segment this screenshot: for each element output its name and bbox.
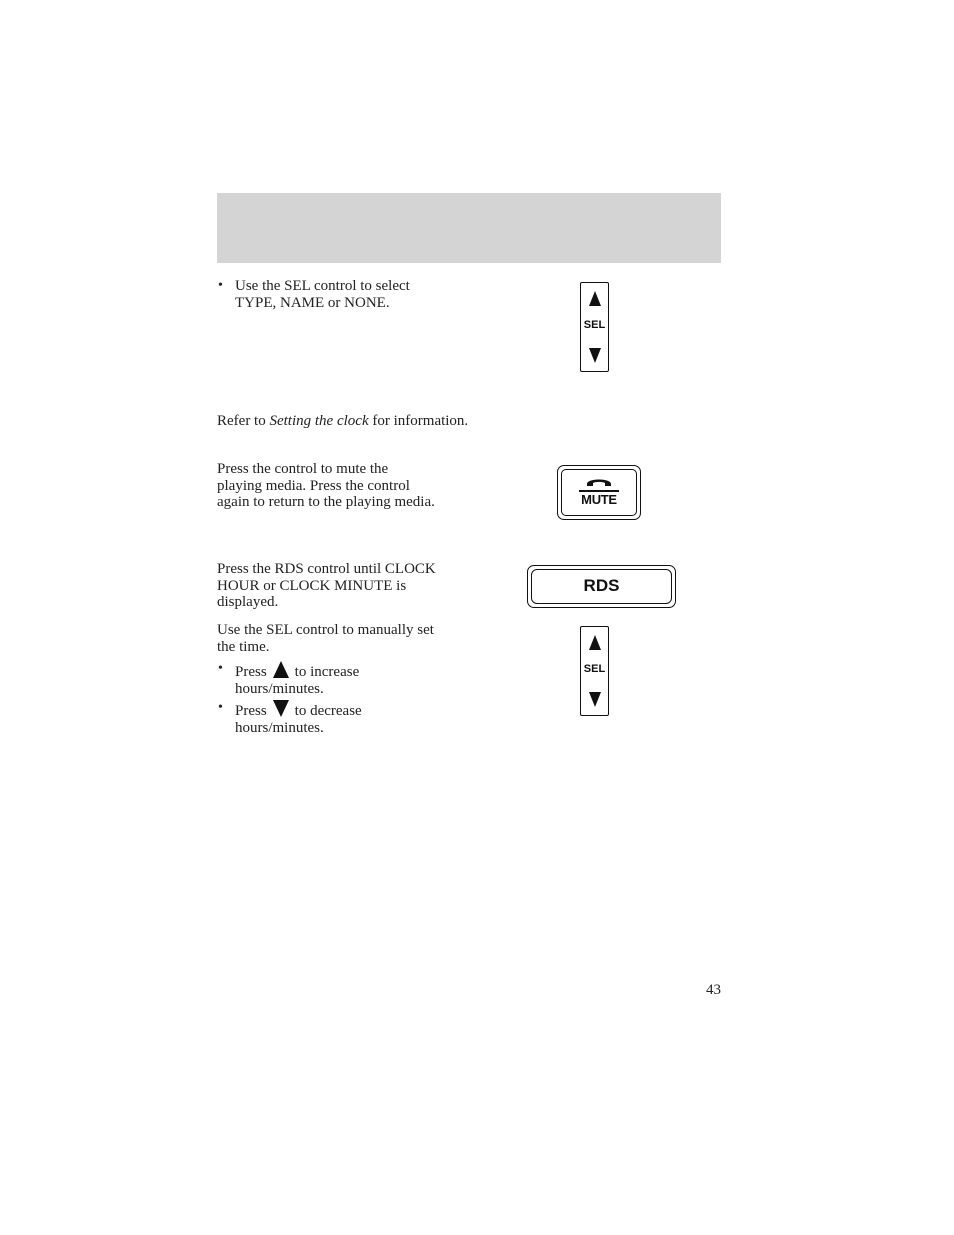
up-arrow-icon [273,661,289,678]
mute-button[interactable] [557,465,641,520]
increase-instruction [235,661,359,697]
manual-set-text [217,622,434,655]
mute-text [217,461,435,511]
sel-select-text [235,278,410,311]
bullet-dot: • [218,700,223,715]
text-line: Press the RDS control until CLOCK [217,561,436,577]
sel-control-1[interactable] [580,282,609,372]
text-line: displayed. [217,594,279,610]
sel-label: SEL [583,319,606,331]
press-word: Press [235,703,267,719]
increase-text: to increase [294,664,360,680]
down-arrow-icon [273,700,289,717]
ref-prefix: Refer to [217,413,270,429]
text-line: hours/minutes. [235,719,324,736]
down-arrow-icon[interactable] [581,692,608,707]
mute-label: MUTE [581,492,617,507]
down-arrow-icon[interactable] [581,348,608,363]
up-arrow-icon[interactable] [581,291,608,306]
text-line: Use the SEL control to select [235,278,410,294]
text-line: Use the SEL control to manually set [217,622,434,638]
text-line: the time. [217,638,270,655]
page-number: 43 [706,982,721,998]
text-line: TYPE, NAME or NONE. [235,294,390,311]
text-line: hours/minutes. [235,680,324,697]
phone-icon [586,477,612,488]
decrease-instruction [235,700,362,736]
ref-title: Setting the clock [269,413,369,429]
bullet-dot: • [218,278,223,293]
clock-reference [217,413,468,430]
bullet-dot: • [218,661,223,676]
sel-label: SEL [583,663,606,675]
sel-control-2[interactable] [580,626,609,716]
decrease-text: to decrease [294,703,362,719]
rds-label: RDS [583,576,620,595]
text-line: again to return to the playing media. [217,494,435,510]
text-line: playing media. Press the control [217,477,410,494]
header-band [217,193,721,263]
up-arrow-icon[interactable] [581,635,608,650]
ref-suffix: for information. [368,413,469,429]
press-word: Press [235,664,267,680]
text-line: Press the control to mute the [217,461,389,477]
rds-button[interactable] [527,565,676,608]
text-line: HOUR or CLOCK MINUTE is [217,577,407,594]
rds-text [217,561,436,611]
